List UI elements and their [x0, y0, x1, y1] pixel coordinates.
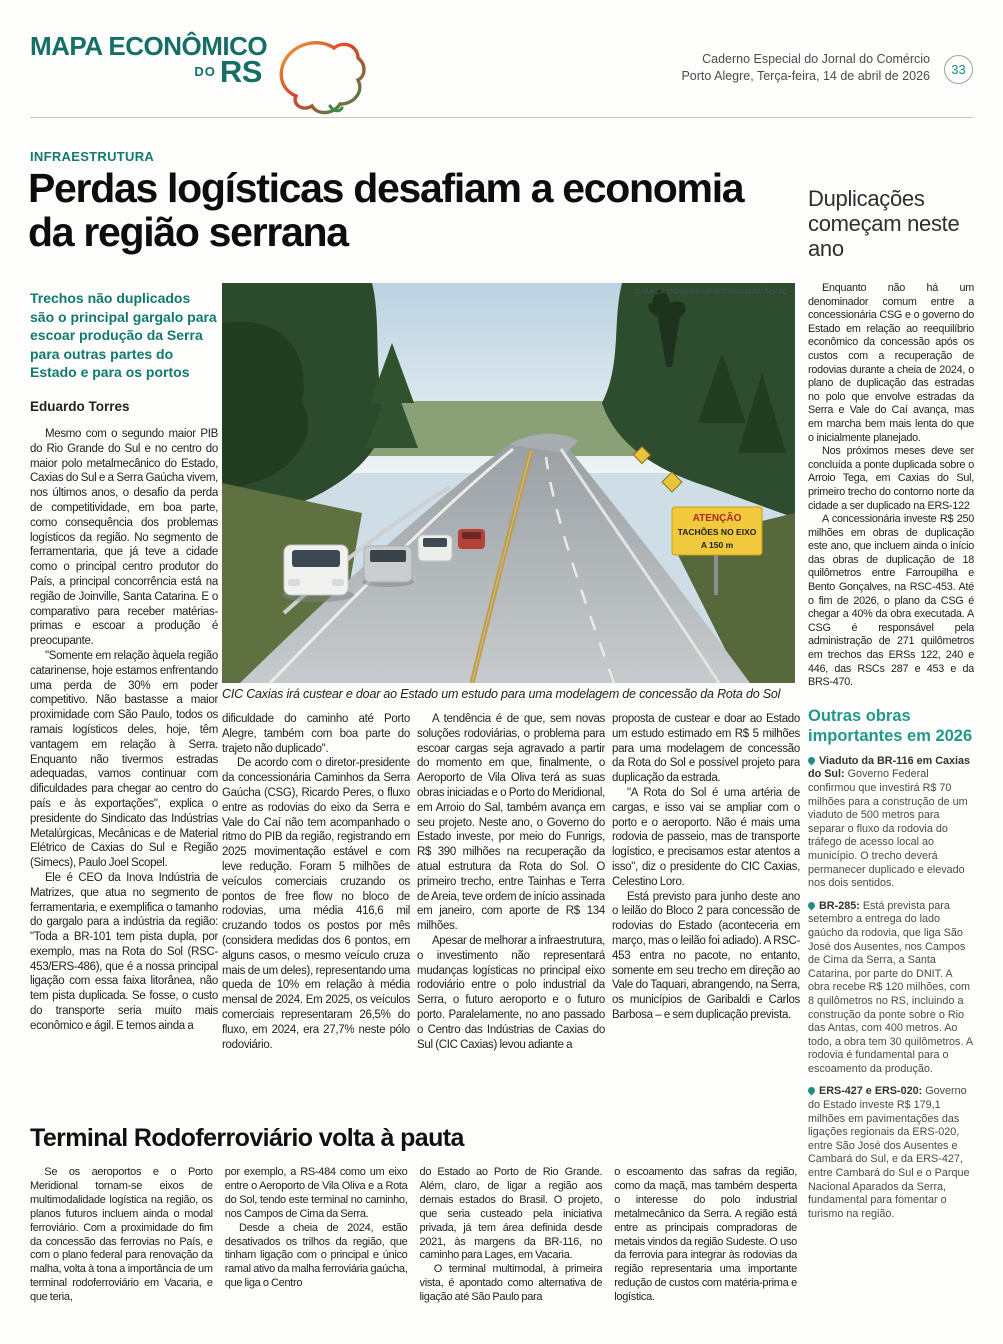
rs-state-outline-icon [270, 34, 366, 118]
header-divider [30, 117, 973, 118]
section-kicker: INFRAESTRUTURA [30, 149, 155, 164]
sign-line-1: ATENÇÃO [692, 513, 742, 524]
item-text: Está prevista para setembro a entrega do lado gaúcho da rodovia, que liga São José dos Ausentes, nos Campos de Cima da Serra, a Santa Catarina, por parte do DNIT. A obra recebe R$ 120 milhões, com 8 quilômetros no RS, incluindo a construção da ponte sobre o Rio das Antas, com 400 metros. Ao todo, a obra tem 30 quilômetros. A rodovia é fundamental para o escoamento da produção. [808, 899, 973, 1075]
paragraph: Está previsto para junho deste ano o leilão do Bloco 2 para concessão de rodovias do Estado (aconteceria em março, mas o leilão foi adiado). A RSC-453 entra no pacote, no entanto, somente em seu trecho em direção ao Vale do Taquari, abrangendo, na Serra, os municípios de Garibaldi e Carlos Barbosa – e sem duplicação prevista. [612, 890, 800, 1021]
paragraph: O terminal multimodal, à primeira vista, é apontado como alternativa de ligação até São Paulo para [419, 1263, 603, 1304]
secondary-article-columns [30, 1166, 797, 1338]
logo-subtitle: $^{DO}$ RS [194, 54, 262, 89]
paragraph: Ele é CEO da Inova Indústria de Matrizes, que atua no segmento de ferramentaria, e exemplifica o tamanho do gargalo para a indústria da região: "Toda a BR-101 tem pista dupla, por exemplo, mas na Rota do Sol (RSC-453/ERS-486), que é a nossa principal ligação com essa faixa litorânea, não tem pista duplicada. Se fosse, o custo do transporte seria muito mais econômico e ágil. E temos ainda a [30, 871, 218, 1032]
map-pin-icon [808, 900, 816, 910]
paragraph: "A Rota do Sol é uma artéria de cargas, e isso vai se ampliar com o porto e o aeroporto. Não é mais uma rodovia de passeio, mas de transporte logístico, e precisamos estar atentos a isso", diz o presidente do CIC Caxias, Celestino Loro. [612, 786, 800, 888]
item-text: Governo do Estado investe R$ 179,1 milhões em pavimentações das ligações regionais da ERS-020, entre São José dos Ausentes e Cambará do Sul, e da ERS-427, entre Cambará do Sul e o Parque Nacional Aparados da Serra, fundamental para fomentar o turismo na região. [808, 1085, 970, 1220]
sidebar [808, 186, 974, 1338]
red-car [458, 529, 485, 549]
road-photo [222, 283, 795, 683]
paragraph: dificuldade do caminho até Porto Alegre, também com boa parte do trajeto não duplicado". [222, 713, 410, 755]
secondary-column-2 [225, 1166, 408, 1338]
secondary-column-1 [30, 1166, 213, 1338]
paragraph: Apesar de melhorar a infraestrutura, o investimento não representará mudanças logísticas no principal eixo rodoviário entre o polo industrial da Serra, o futuro aeroporto e o futuro porto. Paralelamente, no ano passado o Centro das Indústrias de Caxias do Sul (CIC Caxias) levou adiante a [417, 934, 605, 1051]
paragraph: por exemplo, a RS-484 como um eixo entre o Aeroporto de Vila Oliva e a Rota do Sol, tendo este terminal no caminho, nos Campos de Cima da Serra. [224, 1166, 408, 1220]
paragraph: o escoamento das safras da região, como da maçã, mas também desperta o interesse do polo industrial metalmecânico da Serra. A região está entre as principais compradoras de metais vindos da região Sudeste. O uso da ferrovia para integrar às rodovias da região representaria uma importante redução de custos com matéria-prima e logística. [614, 1166, 797, 1304]
sidebar-paragraphs [808, 282, 974, 690]
secondary-column-3 [420, 1166, 603, 1338]
paragraph: do Estado ao Porto de Rio Grande. Além, claro, de ligar a região aos demais estados do Brasil. O projeto, que seria custeado pela iniciativa privada, já tem área definida desde 2021, às margens da BR-116, no caminho para Lages, em Vacaria. [419, 1166, 603, 1262]
paragraph: Enquanto não há um denominador comum entre a concessionária CSG e o governo do Estado em relação ao reequilíbrio econômico da concessão após os custos com a recuperação de rodovias durante a cheia de 2024, o plano de duplicação das estradas no polo que envolve estradas da Serra e Vale do Caí avança, mas em marcha bem mais lenta do que o inicialmente planejado. [808, 282, 974, 444]
sidebar-title: Duplicações começam neste ano [808, 186, 960, 261]
paragraph: Mesmo com o segundo maior PIB do Rio Grande do Sul e no centro do maior polo metalmecânico do Estado, Caxias do Sul e a Serra Gaúcha vivem, nos últimos anos, o desafio da perda de competitividade, em boa parte, como consequência dos problemas logísticos da região. No segmento de ferramentaria, que já teve a cidade como o principal centro produtor do País, a principal concorrência está na região de Joinville, Santa Catarina. E o comparativo para receber matérias-primas e escoar a produção é preocupante. [30, 428, 218, 648]
sidebar-subtitle: Outras obras importantes em 2026 [808, 706, 973, 745]
white-car [282, 545, 354, 602]
secondary-column-4 [614, 1166, 797, 1338]
road-photo-illustration [222, 283, 795, 683]
paragraph: A tendência é de que, sem novas soluções rodoviárias, o problema para escoar cargas seja agravado a partir do momento em que, finalmente, o Aeroporto de Vila Oliva terá as suas obras iniciadas e o Porto do Meridional, em Arroio do Sal, também avança em seu projeto. Neste ano, o Governo do Estado investe, por meio do Funrigs, R$ 390 milhões na recuperação da atual estrutura da Rota do Sol. O primeiro trecho, entre Tainhas e Terra de Areia, teve ordem de início assinada em janeiro, com aporte de R$ 134 milhões. [417, 713, 605, 933]
main-headline: Perdas logísticas desafiam a economia da região serrana [28, 165, 744, 255]
item-text: Governo Federal confirmou que investirá R$ 70 milhões para a construção de um viaduto de 500 metros para separar o fluxo da rodovia do tráfego de acesso local ao município. O trecho deverá permanecer duplicado e elevado nos dois sentidos. [808, 768, 968, 890]
sign-line-2: TACHÕES NO EIXO [677, 527, 757, 537]
sidebar-item [808, 900, 974, 1077]
item-lead: Viaduto da BR-116 em Caxias do Sul: [808, 754, 971, 781]
paragraph: "Somente em relação àquela região catarinense, hoje estamos enfrentando uma perda de 30% em poder competitivo. Não bastasse a maior proximidade com São Paulo, todos os ramais logísticos deles, hoje, têm vantagem em relação à Serra. Enquanto não tivermos estradas adequadas, vamos continuar com dificuldades para chegar ao centro do país e às exportações", explica o presidente do Sindicato das Indústrias Metalúrgicas, Mecânicas e de Material Elétrico de Caxias do Sul e Região (Simecs), Paulo Joel Scopel. [30, 649, 218, 870]
map-pin-icon [808, 1086, 816, 1096]
article-column-3 [417, 712, 605, 1126]
photo-caption: CIC Caxias irá custear e doar ao Estado um estudo para uma modelagem de concessão da Rota do Sol [222, 687, 781, 701]
small-white-car [418, 535, 452, 561]
page-number-badge [944, 55, 973, 84]
item-lead: ERS-427 e ERS-020: [819, 1085, 926, 1098]
paragraph: proposta de custear e doar ao Estado um estudo estimado em R$ 5 milhões para uma modelagem de concessão da Rota do Sol e possível projeto para duplicação da estrada. [612, 713, 800, 785]
byline: Eduardo Torres [30, 399, 130, 414]
paragraph: A concessionária investe R$ 250 milhões em obras de duplicação este ano, que incluem ainda o início das obras de duplicação de 18 quilômetros entre Farroupilha e Bento Gonçalves, na RSC-453. Até o fim de 2026, o plano da CSG é chegar a 40% da obra executada. A CSG é responsável pela administração de 271 quilômetros em trechos das ERSs 122, 240 e 446, das RSCs 287 e 453 e da BRS-470. [808, 513, 974, 689]
sidebar-item [808, 1085, 974, 1221]
sidebar-items [808, 755, 974, 1222]
paragraph: Se os aeroportos e o Porto Meridional tornam-se eixos de multimodalidade logística na região, os planos futuros incluem ainda o modal ferroviário. Com a proximidade do fim da concessão das ferrovias no País, e com o plano federal para renovação da malha, volta à tona a importância de um terminal rodoferroviário em Vacaria, e que teria, [30, 1166, 213, 1304]
article-column-2 [222, 712, 410, 1126]
item-lead: BR-285: [819, 899, 863, 912]
photo-credit: CAMILA DOMINGUES/DIVULGAÇÃO/JC [634, 287, 788, 296]
edition-dateline [610, 51, 930, 85]
sign-line-3: A 150 m [700, 540, 734, 550]
paragraph: De acordo com o diretor-presidente da concessionária Caminhos da Serra Gaúcha (CSG), Ricardo Peres, o fluxo entre as rodovias do eixo da Serra e Vale do Caí não tem acompanhado o ritmo do PIB da região, registrando em 2025 movimentação estável e com leve redução. Foram 5 milhões de veículos comerciais cruzando os pontos de free flow no bloco de rodovias, uma média 416,6 mil cruzando todos os postos por mês (considera medidas dos 6 pontos, em alguns casos, o mesmo veículo cruza mais de um deles), representando uma queda de 10% em relação à média mensal de 2024. Em 2025, os veículos comerciais representaram 26,5% do fluxo, em 2024, era 27,7% neste pólo rodoviário. [222, 757, 410, 1051]
secondary-headline: Terminal Rodoferroviário volta à pauta [30, 1124, 464, 1152]
trees-right [602, 283, 795, 518]
sidebar-item [808, 755, 974, 891]
paragraph: Nos próximos meses deve ser concluída a ponte duplicada sobre o Arroio Tega, em Caxias do Sul, primeiro trecho do contorno norte da cidade a ser duplicado na ERS-122 [808, 445, 974, 512]
article-column-4 [612, 712, 800, 1126]
standfirst: Trechos não duplicados são o principal gargalo para escoar produção da Serra para outras partes do Estado e para os portos [30, 290, 217, 380]
map-pin-icon [808, 755, 816, 765]
edition-name: Caderno Especial do Jornal do Comércio [702, 52, 930, 66]
paragraph: Desde a cheia de 2024, estão desativados os trilhos da região, que tinham ligação com o principal e único ramal ativo da malha ferroviária gaúcha, que liga o Centro [224, 1221, 408, 1290]
page-number: 33 [951, 62, 966, 77]
edition-date: Porto Alegre, Terça-feira, 14 de abril de 2026 [681, 69, 930, 83]
silver-car [362, 546, 414, 587]
article-column-1 [30, 427, 218, 1126]
logo-title: MAPA ECONÔMICO [30, 31, 268, 61]
